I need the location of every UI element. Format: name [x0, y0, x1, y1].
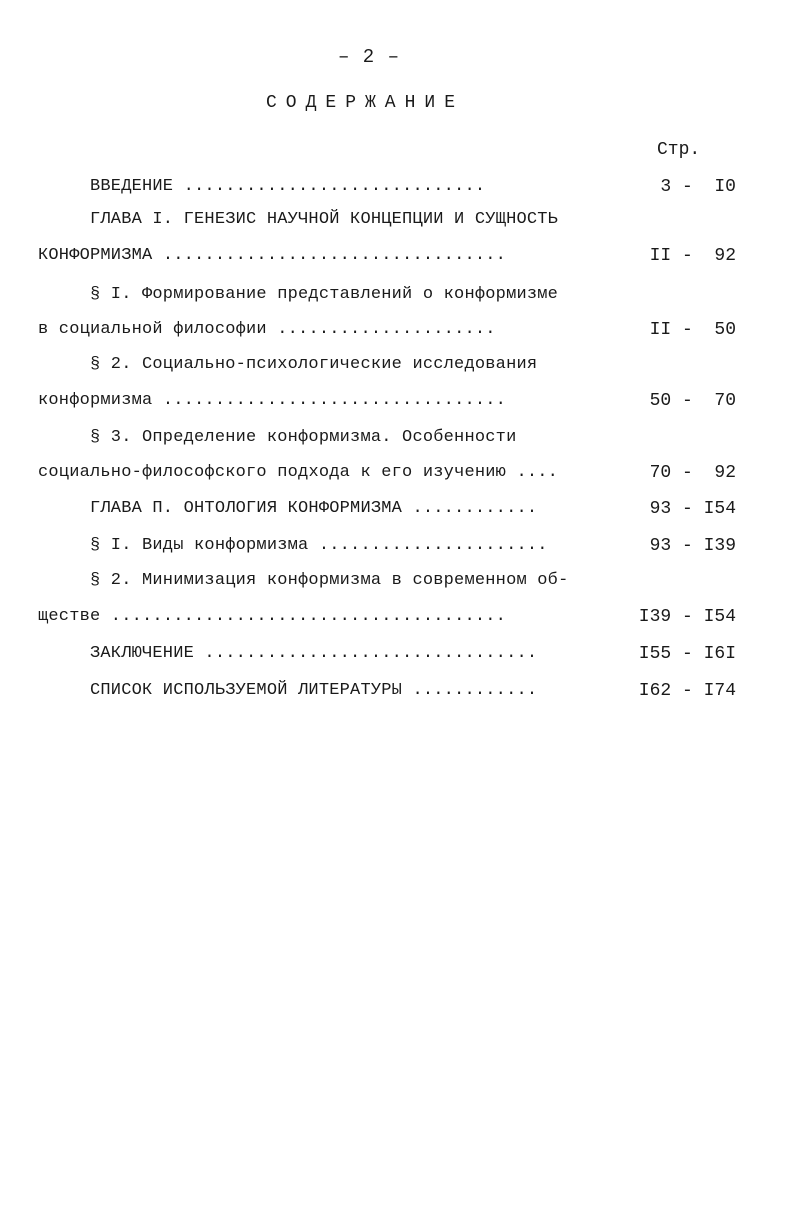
toc-entry-conclusion: ЗАКЛЮЧЕНИЕ ................................	[90, 644, 538, 663]
toc-entry-bibliography: СПИСОК ИСПОЛЬЗУЕМОЙ ЛИТЕРАТУРЫ ............	[90, 681, 538, 700]
toc-entry-chapter-1: ГЛАВА I. ГЕНЕЗИС НАУЧНОЙ КОНЦЕПЦИИ И СУЩНОСТЬ	[90, 210, 559, 229]
toc-entry-pages: 93 - I39	[649, 536, 736, 556]
toc-entry-section-1-2-cont: конформизма .................................	[38, 391, 507, 410]
page-number: – 2 –	[338, 46, 401, 68]
toc-entry-section-1-1-cont: в социальной философии .....................	[38, 320, 496, 339]
toc-entry-pages: I62 - I74	[638, 681, 736, 701]
page-column-header: Стр.	[657, 140, 701, 160]
toc-entry-pages: I39 - I54	[638, 607, 736, 627]
toc-entry-pages: II - 92	[649, 246, 736, 266]
toc-entry-pages: 70 - 92	[649, 463, 736, 483]
toc-entry-section-1-2: § 2. Социально-психологические исследования	[90, 355, 538, 374]
toc-entry-section-2-1: § I. Виды конформизма ......................	[90, 536, 548, 555]
toc-entry-section-1-1: § I. Формирование представлений о конформизме	[90, 285, 559, 304]
toc-entry-chapter-1-cont: КОНФОРМИЗМА .................................	[38, 246, 507, 265]
toc-entry-section-2-2-cont: ществе ......................................	[38, 607, 507, 626]
toc-entry-section-1-3: § 3. Определение конформизма. Особенности	[90, 428, 517, 447]
toc-entry-section-1-3-cont: социально-философского подхода к его изучению ....	[38, 463, 559, 482]
toc-entry-chapter-2: ГЛАВА П. ОНТОЛОГИЯ КОНФОРМИЗМА ............	[90, 499, 538, 518]
toc-entry-pages: II - 50	[649, 320, 736, 340]
toc-entry-pages: 50 - 70	[649, 391, 736, 411]
page-title: СОДЕРЖАНИЕ	[266, 93, 465, 113]
toc-entry-pages: 93 - I54	[649, 499, 736, 519]
toc-entry-pages: I55 - I6I	[638, 644, 736, 664]
toc-entry-introduction: ВВЕДЕНИЕ .............................	[90, 177, 486, 196]
toc-entry-section-2-2: § 2. Минимизация конформизма в современном об-	[90, 571, 569, 590]
toc-entry-pages: 3 - I0	[660, 177, 736, 197]
